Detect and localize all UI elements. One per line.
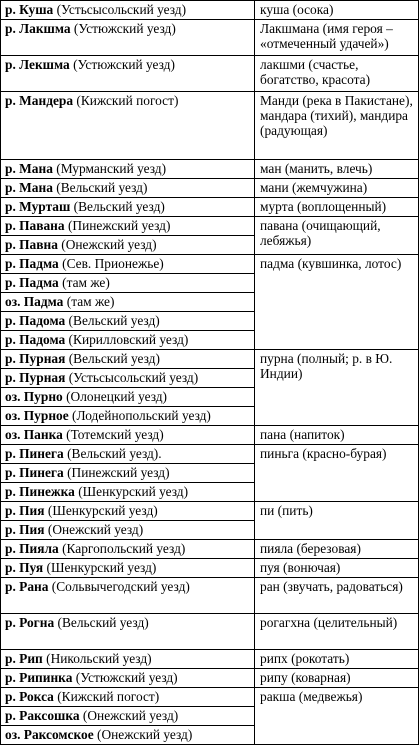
toponym-region: (Вельский уезд) (65, 351, 160, 366)
toponym-name: оз. Пурно (5, 389, 63, 404)
toponym-cell (1, 650, 255, 669)
toponym-region: (Вельский уезд) (54, 615, 149, 630)
toponym-name: р. Пинега (5, 446, 64, 461)
toponym-name: р. Мандера (5, 93, 74, 108)
meaning-cell: мурта (воплощенный) (255, 198, 419, 217)
toponym-cell (1, 407, 255, 426)
toponym-region: (Онежский уезд) (79, 708, 179, 723)
toponym-region: (Каргопольский уезд) (58, 541, 186, 556)
table-row (1, 445, 419, 464)
table-row (1, 650, 419, 669)
toponym-name: р. Мана (5, 161, 53, 176)
meaning-cell: пуя (вонючая) (255, 559, 419, 578)
toponym-cell (1, 20, 255, 56)
toponym-region: (Шенкурский уезд) (74, 484, 189, 499)
toponym-name: р. Падома (5, 332, 66, 347)
toponym-name: р. Мана (5, 180, 53, 195)
table-row (1, 614, 419, 650)
toponym-cell (1, 236, 255, 255)
toponym-cell (1, 669, 255, 688)
toponym-region: (Вельский уезд). (63, 446, 162, 461)
meaning-cell: пияла (березовая) (255, 540, 419, 559)
toponym-cell (1, 578, 255, 614)
toponym-name: р. Пия (5, 503, 45, 518)
toponym-name: р. Лекшма (5, 57, 70, 72)
toponym-cell (1, 540, 255, 559)
toponym-name: р. Пияла (5, 541, 59, 556)
meaning-cell: рипх (рокотать) (255, 650, 419, 669)
toponym-name: р. Рипинка (5, 670, 73, 685)
table-row (1, 350, 419, 369)
toponym-cell (1, 1, 255, 20)
toponym-cell (1, 179, 255, 198)
toponym-cell (1, 502, 255, 521)
toponym-region: (Пинежский уезд) (64, 218, 171, 233)
toponym-cell (1, 293, 255, 312)
table-row (1, 578, 419, 614)
meaning-cell: ракша (медвежья) (255, 688, 419, 745)
meaning-cell: пиньга (красно-бурая) (255, 445, 419, 502)
toponym-cell (1, 331, 255, 350)
toponym-cell (1, 521, 255, 540)
toponym-cell (1, 274, 255, 293)
table-row (1, 255, 419, 274)
toponym-cell (1, 198, 255, 217)
table-row (1, 669, 419, 688)
toponym-cell (1, 369, 255, 388)
toponym-cell (1, 350, 255, 369)
meaning-cell: куша (осока) (255, 1, 419, 20)
toponym-name: р. Падома (5, 313, 66, 328)
meaning-cell: мани (жемчужина) (255, 179, 419, 198)
toponym-name: р. Пурная (5, 370, 66, 385)
toponym-region: (Кижский погост) (53, 689, 160, 704)
toponym-region: (Олонецкий уезд) (62, 389, 168, 404)
meaning-cell: Лакшмана (имя героя – «отмеченный удачей») (255, 20, 419, 56)
toponym-name: р. Пуя (5, 560, 44, 575)
toponym-name: р. Куша (5, 2, 54, 17)
toponym-cell (1, 726, 255, 745)
meaning-cell: ран (звучать, радоваться) (255, 578, 419, 614)
toponym-region: (Тотемский уезд) (62, 427, 164, 442)
toponym-name: оз. Панка (5, 427, 63, 442)
toponym-name: р. Падма (5, 256, 59, 271)
toponym-region: (Устюжский уезд) (70, 21, 176, 36)
toponym-region: (Лодейнопольский уезд) (68, 408, 211, 423)
toponym-name: р. Мурташ (5, 199, 71, 214)
table-row (1, 502, 419, 521)
toponym-name: оз. Пурное (5, 408, 69, 423)
meaning-cell: рипу (коварная) (255, 669, 419, 688)
table-row (1, 559, 419, 578)
table-row (1, 92, 419, 160)
meaning-cell: Манди (река в Пакистане), мандара (тихий), мандира (радующая) (255, 92, 419, 160)
meaning-cell: рогагхна (целительный) (255, 614, 419, 650)
toponym-region: (Никольский уезд) (42, 651, 152, 666)
toponym-region: (Сольвычегодский уезд) (48, 579, 190, 594)
toponym-cell (1, 426, 255, 445)
table-row (1, 20, 419, 56)
table-row (1, 217, 419, 236)
toponym-region: (Устьсысольский уезд) (53, 2, 187, 17)
toponym-region: (Устюжский уезд) (72, 670, 178, 685)
toponym-cell (1, 614, 255, 650)
toponym-name: р. Пинежка (5, 484, 75, 499)
toponym-region: (Устьсысольский уезд) (65, 370, 199, 385)
toponym-region: (Сев. Прионежье) (58, 256, 164, 271)
table-row (1, 426, 419, 445)
toponym-region: (там же) (63, 294, 115, 309)
toponym-region: (Вельский уезд) (70, 199, 165, 214)
toponym-name: р. Павана (5, 218, 65, 233)
meaning-cell: пана (напиток) (255, 426, 419, 445)
toponym-name: оз. Раксомское (5, 727, 94, 742)
meaning-cell: падма (кувшинка, лотос) (255, 255, 419, 350)
toponym-name: р. Лакшма (5, 21, 71, 36)
toponym-cell (1, 160, 255, 179)
table-row (1, 198, 419, 217)
toponym-region: (Онежский уезд) (44, 522, 144, 537)
toponym-name: р. Рип (5, 651, 43, 666)
toponym-region: (Шенкурский уезд) (43, 560, 157, 575)
toponym-region: (Вельский уезд) (65, 313, 160, 328)
toponym-cell (1, 688, 255, 707)
toponym-region: (Шенкурский уезд) (44, 503, 158, 518)
toponym-name: р. Рокса (5, 689, 54, 704)
table-row (1, 160, 419, 179)
meaning-cell: пурна (полный; р. в Ю. Индии) (255, 350, 419, 426)
toponym-cell (1, 707, 255, 726)
meaning-cell: лакшми (счастье, богатство, красота) (255, 56, 419, 92)
toponym-name: р. Рана (5, 579, 49, 594)
toponym-cell (1, 559, 255, 578)
toponym-name: р. Рогна (5, 615, 55, 630)
toponym-cell (1, 217, 255, 236)
table-row (1, 179, 419, 198)
table-row (1, 56, 419, 92)
toponym-cell (1, 388, 255, 407)
toponym-cell (1, 56, 255, 92)
table-row (1, 540, 419, 559)
toponym-name: р. Пурная (5, 351, 66, 366)
toponym-cell (1, 92, 255, 160)
meaning-cell: павана (очищающий, лебяжья) (255, 217, 419, 255)
toponym-cell (1, 255, 255, 274)
toponym-name: р. Пия (5, 522, 45, 537)
toponym-region: (Устюжский уезд) (69, 57, 175, 72)
meaning-cell: ман (манить, влечь) (255, 160, 419, 179)
toponym-name: р. Раксошка (5, 708, 80, 723)
toponym-cell (1, 483, 255, 502)
toponym-region: (там же) (58, 275, 110, 290)
toponym-region: (Онежский уезд) (93, 727, 193, 742)
toponym-cell (1, 312, 255, 331)
toponym-cell (1, 464, 255, 483)
toponym-region: (Кирилловский уезд) (65, 332, 189, 347)
table-row (1, 1, 419, 20)
toponym-name: оз. Падма (5, 294, 64, 309)
toponym-name: р. Пинега (5, 465, 64, 480)
toponym-region: (Вельский уезд) (52, 180, 148, 195)
table-row (1, 688, 419, 707)
toponym-region: (Кижский погост) (73, 93, 179, 108)
toponym-region: (Мурманский уезд) (52, 161, 167, 176)
toponym-region: (Пинежский уезд) (63, 465, 170, 480)
toponym-region: (Онежский уезд) (57, 237, 157, 252)
toponym-name: р. Падма (5, 275, 59, 290)
toponym-cell (1, 445, 255, 464)
meaning-cell: пи (пить) (255, 502, 419, 540)
toponym-name: р. Павна (5, 237, 58, 252)
